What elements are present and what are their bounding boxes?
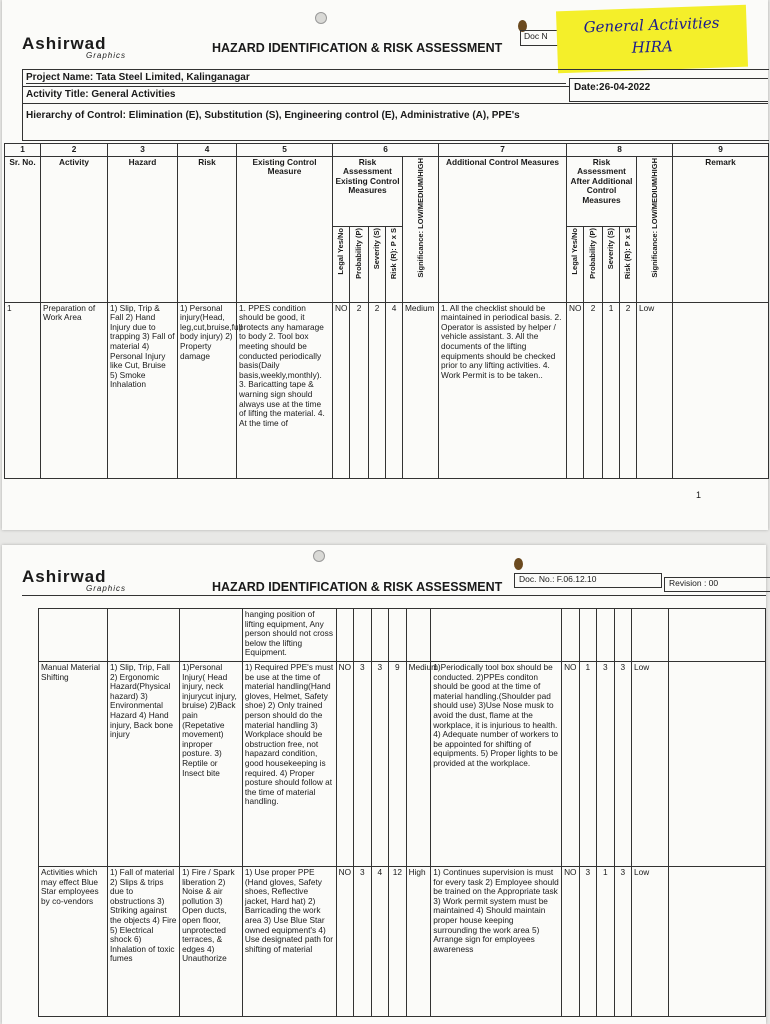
header-remark: Remark: [673, 156, 769, 302]
document-page-1: [2, 0, 768, 530]
hira-table-continued: [38, 608, 766, 1017]
document-title: HAZARD IDENTIFICATION & RISK ASSESSMENT: [212, 41, 503, 55]
company-logo: Ashirwad Graphics: [22, 567, 127, 593]
document-page-2: [2, 545, 766, 1024]
header-row: [5, 156, 769, 226]
header-probability-after: Probability (P): [588, 227, 598, 279]
table-row: Activities which may effect Blue Star employees by co-vendors 1) Fall of material 2) Slips & trips due to obstructions 3) Striking against the objects 4) Fire 5) Electrical shock 6) Inhalation of toxic fumes 1) Fire / Spark liberation 2) Noise & air pollution 3) Open ducts, open floor, unprotected terraces, & edges 4) Unauthorize 1) Use proper PPE (Hand gloves, Safety shoes, Reflective jacket, Hard hat) 2) Barricading the work area 3) Use Blue Star owned equipment's 4) Use designated path for shifting of material NO 3 4 12 High 1) Continues supervision is must for every task 2) Employee should be trained on the Appropriate task 3) Work permit system must be maintained 4) Should maintain proper house keeping surrounding the work area 5) Arrange sign for employees awareness NO 3 1 3 Low: [39, 867, 766, 1017]
header-severity-after: Severity (S): [606, 227, 616, 269]
header-probability: Probability (P): [354, 227, 364, 279]
header-severity: Severity (S): [372, 227, 382, 269]
header-significance: Significance: LOW/MEDIUM/HIGH: [415, 157, 425, 278]
revision: Revision : 00: [664, 577, 770, 592]
header-risk-r: Risk (R): P x S: [389, 227, 399, 279]
project-name: Project Name: Tata Steel Limited, Kalinganagar: [26, 72, 566, 84]
hira-table: [4, 143, 769, 479]
date-field: Date:26-04-2022: [569, 78, 768, 102]
header-significance-after: Significance: LOW/MEDIUM/HIGH: [649, 157, 659, 278]
header-legal: Legal Yes/No: [336, 227, 346, 275]
hierarchy-of-control: Hierarchy of Control: Elimination (E), Substitution (S), Engineering control (E), Administrative (A), PPE's: [26, 110, 520, 121]
header-activity: Activity: [41, 156, 108, 302]
header-risk-assessment-after: Risk Assessment After Additional Control Measures: [567, 156, 637, 226]
table-row: hanging position of lifting equipment, Any person should not cross below the lifting Equipment.: [39, 609, 766, 662]
header-risk: Risk: [178, 156, 237, 302]
document-title: HAZARD IDENTIFICATION & RISK ASSESSMENT: [212, 580, 503, 594]
punch-hole: [315, 12, 327, 24]
table-row: 1 Preparation of Work Area 1) Slip, Trip & Fall 2) Hand Injury due to trapping 3) Fall of material 4) Personal Injury like Cut, Bruise 5) Smoke Inhalation 1) Personal injury(Head, leg,cut,bruise,full body injury) 2) Property damage 1. PPES condition should be good, it protects any hamarage to body 2. Tool box meeting should be conducted periodically basis(Daily basis,weekly,monthly). 3. Baricatting tape & warning sign should always use at the time of lifting the material. 4. At the time of NO 2 2 4 Medium 1. All the checklist should be maintained in periodical basis. 2. Operator is assisted by helper / vehicle assistant. 3. All the documents of the lifting equipments should be checked prior to any lifting activities. 4. Work Permit is to be taken.. NO 2 1 2 Low: [5, 302, 769, 478]
header-existing-control: Existing Control Measure: [237, 156, 333, 302]
pin-mark: [514, 558, 523, 570]
column-number-row: 1 2 3 4 5 6 7 8 9: [5, 144, 769, 157]
sticky-note: General Activities HIRA: [556, 5, 748, 74]
header-additional-control: Additional Control Measures: [439, 156, 567, 302]
doc-number: Doc N: [520, 30, 565, 46]
header-legal-after: Legal Yes/No: [570, 227, 580, 275]
header-risk-assessment: Risk Assessment Existing Control Measures: [333, 156, 403, 226]
table-row: Manual Material Shifting 1) Slip, Trip, Fall 2) Ergonomic Hazard(Physical hazard) 3) Environmental Hazard 4) Hand injury, Back bone injury 1)Personal Injury( Head injury, neck injurycut injury, bruise) 2)Back pain (Repetative movement) inproper posture. 3) Reptile or Insect bite 1) Required PPE's must be use at the time of material handling(Hand gloves, Helmet, Safety shoe) 2) Only trained person should do the material handling 3) Workplace should be obstruction free, not hapazard condition, good housekeeping is required. 4) Proper posture should follow at the time of material handling. NO 3 3 9 Medium 1)Periodically tool box should be conducted. 2)PPEs conditon should be good at the time of material handling.(Shoulder pad should use) 3)Use Nose musk to avoid the dust, flame at the workplace, it is injurious to health. 4) Adequate number of workers to be appointed for shifting of equipments. 5) Proper lights to be provided at the workplace. NO 1 3 3 Low: [39, 662, 766, 867]
page-number: 1: [696, 490, 702, 500]
header-hazard: Hazard: [108, 156, 178, 302]
header-sr-no: Sr. No.: [5, 156, 41, 302]
punch-hole: [313, 550, 325, 562]
doc-number: Doc. No.: F.06.12.10: [514, 573, 662, 588]
company-logo: Ashirwad Graphics: [22, 34, 127, 60]
header-risk-r-after: Risk (R): P x S: [623, 227, 633, 279]
activity-title: Activity Title: General Activities: [26, 89, 176, 100]
